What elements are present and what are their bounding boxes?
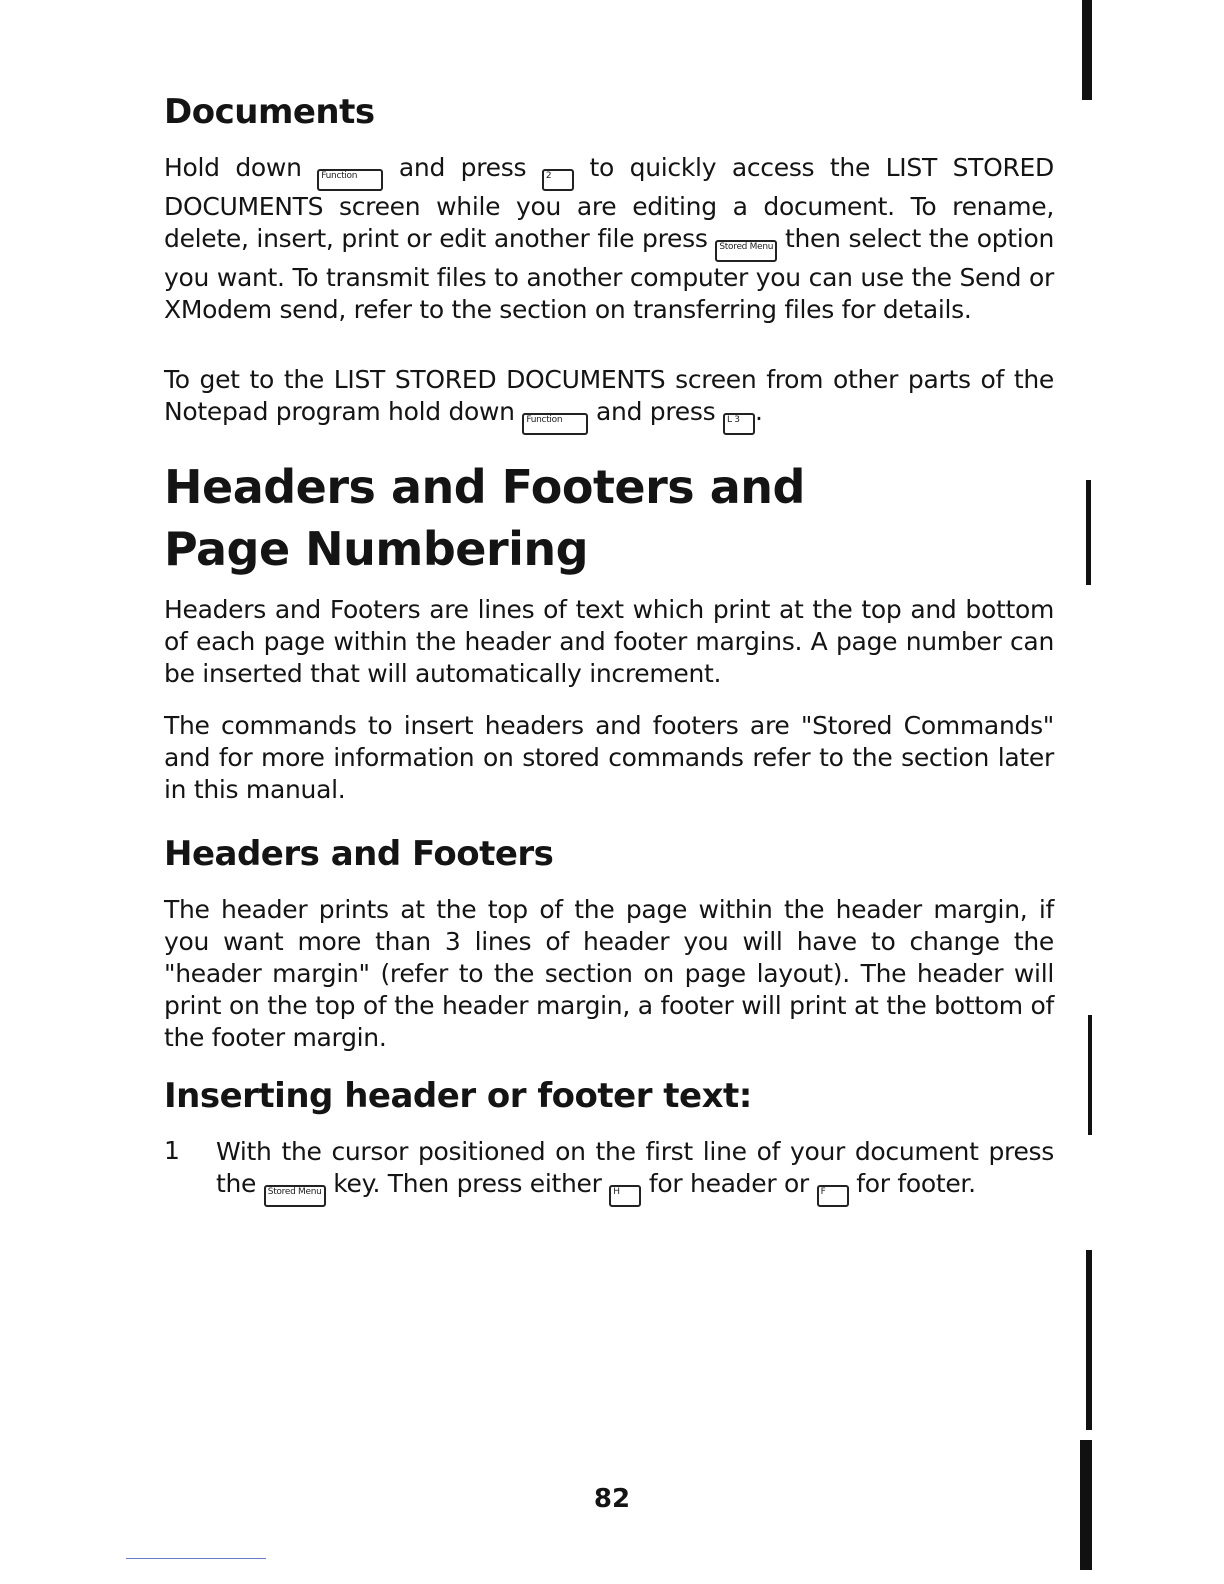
scan-edge-mark (1088, 1015, 1092, 1135)
scan-edge-mark (1082, 0, 1092, 100)
section-title: Headers and Footers and Page Numbering (164, 460, 805, 576)
text-run: Hold down (164, 153, 318, 182)
scan-edge-mark (1086, 1250, 1092, 1430)
documents-heading: Documents (164, 92, 375, 132)
text-run: for header or (641, 1169, 817, 1198)
headers-paragraph-1: Headers and Footers are lines of text which print at the top and bottom of each page within the header and footer margins. A page number can be inserted that will automatically increment. (164, 595, 1054, 688)
scan-edge-mark (1086, 480, 1091, 585)
text-run: and press (383, 153, 542, 182)
key-2: 2 (542, 169, 574, 191)
stored-menu-key: Stored Menu (715, 240, 777, 262)
scan-edge-mark (1080, 1440, 1092, 1570)
headers-footers-heading: Headers and Footers (164, 834, 554, 874)
headers-footers-subsection (164, 834, 1054, 874)
text-run: . (754, 397, 763, 426)
page-number: 82 (593, 1484, 631, 1514)
documents-paragraph-2 (164, 364, 1054, 435)
inserting-heading: Inserting header or footer text: (164, 1076, 752, 1116)
text-run: for footer. (848, 1169, 976, 1198)
function-key: Function (317, 169, 383, 191)
documents-paragraph-1 (164, 152, 1054, 326)
text-run: To get to the LIST STORED DOCUMENTS screen from other parts of the Notepad program hold down (164, 365, 1054, 426)
inserting-subsection (164, 1076, 1054, 1116)
headers-paragraph-2: The commands to insert headers and footers are "Stored Commands" and for more information on stored commands refer to the section later in this manual. (164, 711, 1054, 804)
function-key: Function (522, 413, 588, 435)
text-run: to quickly access the LIST STORED DOCUMENTS screen while you are editing a document. To rename, delete, insert, print or edit another file press (164, 153, 1055, 253)
footnote-rule (126, 1558, 266, 1559)
list-item (164, 1136, 1054, 1207)
text-run: and press (588, 397, 723, 426)
list-item-number: 1 (164, 1136, 180, 1165)
key-f: F (817, 1185, 849, 1207)
stored-menu-key: Stored Menu (264, 1185, 326, 1207)
documents-section (164, 92, 1054, 132)
headers-footers-paragraph: The header prints at the top of the page within the header margin, if you want more than 3 lines of header you will have to change the "header margin" (refer to the section on page layout). The header will print on the top of the header margin, a footer will print at the bottom of the footer margin. (164, 895, 1054, 1052)
key-h: H (609, 1185, 641, 1207)
text-run: then select the option you want. To transmit files to another computer you can use the Send or XModem send, refer to the section on transferring files for details. (164, 224, 1054, 324)
headers-section-title (164, 456, 924, 580)
key-l3: L 3 (723, 413, 755, 435)
text-run: With the cursor positioned on the first line of your document press the (216, 1137, 1054, 1198)
text-run: key. Then press either (325, 1169, 610, 1198)
